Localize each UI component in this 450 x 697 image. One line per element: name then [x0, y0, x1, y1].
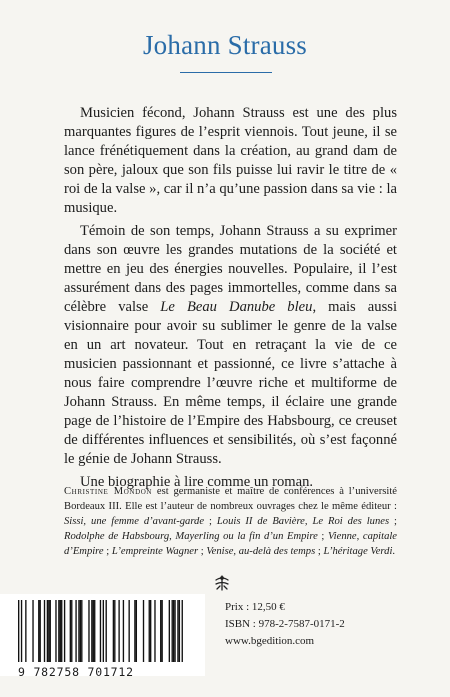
blurb-paragraph-2 [64, 222, 397, 469]
barcode-bar [114, 600, 115, 662]
publisher-logo-icon [213, 574, 231, 592]
isbn-barcode [14, 600, 192, 664]
barcode-bar [81, 600, 82, 662]
book-title: Johann Strauss [142, 30, 308, 60]
barcode-bar [169, 600, 170, 662]
barcode-bar [21, 600, 22, 662]
barcode-bar [128, 600, 129, 662]
barcode-bar [25, 600, 26, 662]
barcode-bar [161, 600, 162, 662]
isbn: ISBN : 978-2-7587-0171-2 [225, 618, 345, 630]
barcode-bar [18, 600, 19, 662]
barcode-bar [75, 600, 76, 662]
author-bio [64, 484, 397, 559]
barcode-bar [143, 600, 144, 662]
blurb-paragraph-3: Une biographie à lire comme un roman. [80, 474, 314, 490]
work-separator: ; [317, 531, 328, 542]
work-title: L’héritage Verdi [323, 546, 393, 557]
barcode-bar [100, 600, 101, 662]
barcode-bar [70, 600, 71, 662]
barcode-bar [80, 600, 81, 662]
barcode-bar [160, 600, 161, 662]
barcode-bar [32, 600, 33, 662]
blurb-paragraph-1: Musicien fécond, Johann Strauss est une des plus marquantes figures de l’esprit viennois. Tout jeune, il se lance frénétiquement dans la création, au grand dam de son père, jaloux que son fils puisse lui ravir le titre de « roi de la valse », car il n’a qu’une passion dans sa vie : la musique. [64, 105, 397, 216]
barcode-bar [78, 600, 79, 662]
barcode-bar [173, 600, 174, 662]
barcode-bar [134, 600, 135, 662]
barcode-bar [60, 600, 61, 662]
barcode-bar [113, 600, 114, 662]
barcode-bar [55, 600, 56, 662]
waltz-title: Le Beau Danube bleu [160, 299, 313, 315]
barcode-bar [177, 600, 178, 662]
publisher-website: www.bgedition.com [225, 635, 315, 647]
barcode-bar [71, 600, 72, 662]
barcode-digits: 9 782758 701712 [18, 665, 134, 679]
publisher-info [225, 599, 345, 650]
barcode-bar [50, 600, 51, 662]
barcode-bar [123, 600, 124, 662]
barcode-bar [179, 600, 180, 662]
barcode-bar [154, 600, 155, 662]
barcode-bar [118, 600, 119, 662]
work-title: Venise, au-delà des temps [206, 546, 316, 557]
barcode-bar [64, 600, 65, 662]
barcode-bar [136, 600, 137, 662]
work-title: Sissi, une femme d’avant-garde [64, 516, 205, 527]
barcode-bar [103, 600, 104, 662]
barcode-bar [61, 600, 62, 662]
work-title: L’empreinte Wagner [111, 546, 199, 557]
work-separator: ; [103, 546, 112, 557]
work-title: Vienne, capitale d’Empire [64, 531, 398, 557]
author-name: Christine Mondon [64, 486, 153, 497]
work-separator: ; [315, 546, 324, 557]
barcode-bar [47, 600, 48, 662]
work-title: Louis II de Bavière, Le Roi des lunes [216, 516, 390, 527]
work-separator: ; [204, 516, 217, 527]
work-separator: ; [198, 546, 207, 557]
barcode-bar [182, 600, 183, 662]
author-works [64, 516, 397, 557]
barcode-bar [58, 600, 59, 662]
blurb-p2-end: , mais aussi visionnaire pour avoir su sublimer le genre de la valse en un art novateur. Tout en retraçant la vie de ce musicien passionnant et passionné, ce livre s’attache à nous faire comprendre l’œuvre riche et multiforme de Johann Strauss. En même temps, il éclaire une grande page de l’histoire de l’Empire des Habsbourg, ce creuset de différentes influences et sensibilités, où s’est façonné le génie de Johann Strauss. [64, 299, 397, 467]
barcode-bar [38, 600, 39, 662]
work-title: Rodolphe de Habsbourg, Mayerling ou la fin d’un Empire [64, 531, 318, 542]
work-separator: ; [389, 516, 397, 527]
price: Prix : 12,50 € [225, 601, 285, 613]
barcode-bar [93, 600, 94, 662]
barcode-bar [172, 600, 173, 662]
barcode-bar [174, 600, 175, 662]
barcode-bar [94, 600, 95, 662]
barcode-bar [150, 600, 151, 662]
title-divider [180, 72, 272, 73]
barcode-bar [88, 600, 89, 662]
barcode-bar [40, 600, 41, 662]
blurb-p2-start: Témoin de son temps, Johann Strauss a su exprimer dans son œuvre les grandes mutations de la société et mettre en jeu des énergies nouvelles. Populaire, il l’est assurément dans des pages immortelles, comme dans sa célèbre valse [64, 223, 397, 315]
barcode-bar [149, 600, 150, 662]
barcode-bar [48, 600, 49, 662]
barcode-bar [91, 600, 92, 662]
work-separator: . [392, 546, 396, 557]
blurb [64, 104, 397, 492]
barcode-bar [106, 600, 107, 662]
author-bio-text: est germaniste et maître de conférences à l’université Bordeaux III. Elle est l’auteur de nombreux ouvrages chez le même éditeur : [64, 486, 397, 512]
barcode-bar [44, 600, 45, 662]
